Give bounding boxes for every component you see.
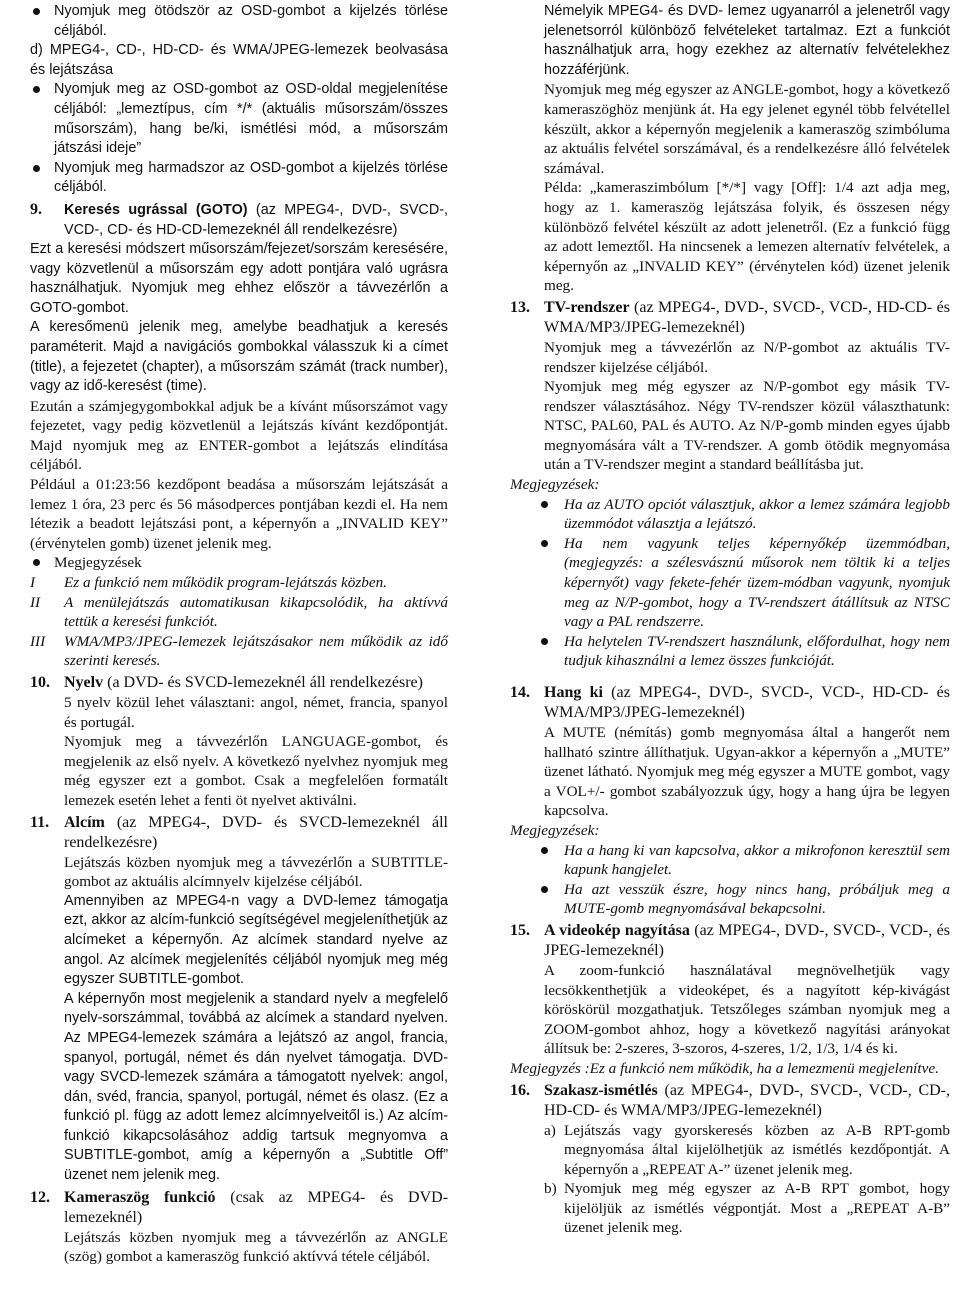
section-number: 14. xyxy=(510,684,530,701)
right-column xyxy=(510,2,950,1238)
paragraph: Nyomjuk meg még egyszer az N/P-gombot egy másik TV-rendszer választásához. Négy TV-rendszer közül választhatunk: NTSC, PAL60, PAL és AUTO. Az N/P-gomb minden egyes újabb megnyomására vált a TV-rendszer. A gomb ötödik megnyomása után a TV-rendszer megint a standard beállításba jut. xyxy=(544,378,950,474)
section-title: Nyelv xyxy=(64,674,104,691)
section-title: Szakasz-ismétlés xyxy=(544,1081,658,1099)
section-number: 16. xyxy=(510,1081,530,1099)
section-10-heading xyxy=(30,673,448,693)
paragraph: Nyomjuk meg a távvezérlőn az N/P-gombot az aktuális TV-rendszer kijelzése céljából. xyxy=(544,338,950,376)
section-15-heading xyxy=(510,921,950,961)
section-number: 11. xyxy=(30,813,50,831)
section-number: 9. xyxy=(30,200,42,218)
section-title: Keresés ugrással (GOTO) xyxy=(64,201,248,218)
note-item: Ha helytelen TV-rendszert használunk, előfordulhat, hogy nem tudjuk kihasználni a lemez összes funkcióját. xyxy=(510,632,950,671)
paragraph: A képernyőn most megjelenik a standard nyelv a megfelelő nyelv-sorszámmal, továbbá az alcímek a standard nyelven. Az MPEG4-lemezek számára a lejátszó az angol, francia, spanyol, portugál, német és dán nyelvet támogatja. DVD- vagy SVCD-lemezek számára a támogatott nyelvek: angol, dán, svéd, francia, spanyol, portugál, német és olasz. (Ez a funkció pl. függ az adott lemez alcímnyelveitől is.) Az alcím-funkció kikapcsolásához addig tartsuk megnyomva a SUBTITLE-gombot, amíg a képernyőn a „Subtitle Off” üzenet nem jelenik meg. xyxy=(64,990,448,1184)
section-14-heading xyxy=(510,683,950,723)
note: Megjegyzés :Ez a funkció nem működik, ha a lemezmenü megjelenítve. xyxy=(510,1059,939,1077)
note-numeral: I xyxy=(30,574,36,592)
section-12-heading xyxy=(30,1188,448,1228)
section-subtitle: (csak az MPEG4- és DVD-lemezeknél) xyxy=(64,1188,449,1226)
paragraph: Példa: „kameraszimbólum [*/*] vagy [Off]: 1/4 azt adja meg, hogy az 1. kameraszög lejátszása folyik, és összesen négy különböző felvétel készült az adott jelenetről. (Ez a funkció függ az adott lemeztől. Ha nincsenek a lemezen alternatív felvételek, a képernyőn az „INVALID KEY” (érvénytelen kód) üzenet jelenik meg. xyxy=(544,179,950,295)
section-13-heading xyxy=(510,298,950,338)
section-subtitle: (az MPEG4-, DVD-, SVCD-, VCD-, CD- és HD-CD-lemezeknél áll rendelkezésre) xyxy=(64,201,449,238)
list-marker: b) xyxy=(544,1180,557,1198)
list-item: Nyomjuk meg harmadszor az OSD-gombot a kijelzés törlése céljából. xyxy=(30,159,448,198)
paragraph: Nyomjuk meg még egyszer az ANGLE-gombot, hogy a következő kameraszöghöz menjünk át. Ha egy jelenet egynél több felvétellel készült, akkor a képernyőn megjelenik a kameraszög szimbóluma az aktuális felvétel sorszámával, és a rendelkezésre álló felvételek számával. xyxy=(544,81,950,177)
section-subtitle: (az MPEG4-, DVD- és SVCD-lemezeknél áll rendelkezésre) xyxy=(64,813,449,851)
paragraph: Ezt a keresési módszert műsorszám/fejezet/sorszám keresésére, vagy közvetlenül a műsorszám egy adott pontjára való ugrásra használhatjuk. Nyomjuk meg ehhez először a távvezérlőn a GOTO-gombot. xyxy=(30,240,448,316)
paragraph: Lejátszás közben nyomjuk meg a távvezérlőn a SUBTITLE-gombot az aktuális alcímnyelv kijelzése céljából. xyxy=(64,853,448,891)
notes-label: Megjegyzések: xyxy=(510,821,600,839)
section-number: 10. xyxy=(30,674,50,691)
paragraph: Lejátszás közben nyomjuk meg a távvezérlőn az ANGLE (szög) gombot a kameraszög funkció aktívvá tétele céljából. xyxy=(64,1228,448,1266)
list-text: Nyomjuk meg még egyszer az A-B RPT gombot, hogy kijelöljük az ismétlés végpontját. Most a „REPEAT A-B” üzenet jelenik meg. xyxy=(564,1180,950,1237)
section-number: 13. xyxy=(510,298,530,316)
note-item: Ha azt vesszük észre, hogy nincs hang, próbáljuk meg a MUTE-gomb megnyomásával bekapcsolni. xyxy=(510,880,950,919)
section-subtitle: (az MPEG4-, DVD-, SVCD-, VCD-, és JPEG-lemezeknél) xyxy=(544,921,950,959)
paragraph: A keresőmenü jelenik meg, amelybe beadhatjuk a keresés paraméterit. Majd a navigációs gombokkal válasszuk ki a címet (title), a fejezetet (chapter), a műsorszám számát (track number), vagy az idő-keresést (time). xyxy=(30,319,448,395)
list-item: Nyomjuk meg az OSD-gombot az OSD-oldal megjelenítése céljából: „lemeztípus, cím */* (aktuális műsorszám/összes műsorszám), hang be/ki, ismétlési mód, a műsorszám játszási ideje” xyxy=(30,80,448,158)
left-column xyxy=(30,2,448,1267)
section-subtitle: (az MPEG4-, DVD-, SVCD-, VCD-, CD-, HD-CD- és WMA/MP3/JPEG-lemezeknél) xyxy=(544,1081,951,1119)
list-item xyxy=(510,1179,950,1238)
note-text: A menülejátszás automatikusan kikapcsolódik, ha aktívvá tettük a keresési funkciót. xyxy=(64,593,448,631)
note-numeral: III xyxy=(30,632,46,650)
note-numeral: II xyxy=(30,593,41,611)
section-title: A videokép nagyítása xyxy=(544,921,690,939)
paragraph: Némelyik MPEG4- és DVD- lemez ugyanarról a jelenetről vagy jelenetsorról különböző felvételeket tartalmaz. Ezt a funkciót használhatjuk arra, hogy ezekhez az alternatív felvételekhez hozzáférjünk. xyxy=(544,3,950,78)
list-text: Lejátszás vagy gyorskeresés közben az A-B RPT-gomb megnyomása által kijelölhetjük az ismétlés kezdőpontját. A képernyőn a „REPEAT A-” üzenet jelenik meg. xyxy=(564,1121,950,1178)
paragraph: Nyomjuk meg a távvezérlőn LANGUAGE-gombot, és megjelenik az első nyelv. A következő nyelvhez nyomjuk meg még egyszer ezt a gombot. Csak a megfelelően formatált lemezek esetén lehet a fenti öt nyelvet aktiválni. xyxy=(64,733,448,809)
paragraph: Amennyiben az MPEG4-n vagy a DVD-lemez támogatja ezt, akkor az alcím-funkció segítségével megjeleníthetjük az alcímeket a képernyőn. Az alcímek standard nyelve az angol. Az alcímek megjelenítés céljából nyomjuk meg még egyszer SUBTITLE-gombot. xyxy=(64,892,448,988)
note-text: WMA/MP3/JPEG-lemezek lejátszásakor nem működik az idő szerinti keresés. xyxy=(64,632,448,670)
section-title: TV-rendszer xyxy=(544,298,630,316)
subsection-d-title: d) MPEG4-, CD-, HD-CD- és WMA/JPEG-lemezek beolvasása és lejátszása xyxy=(30,42,448,78)
note-item xyxy=(30,593,448,632)
notes-label: Megjegyzések: xyxy=(510,476,600,494)
paragraph: A MUTE (némítás) gomb megnyomása által a hangerőt nem hallható szintre állíthatjuk. Ugyan-akkor a képernyőn a „MUTE” üzenet látható. Nyomjuk meg még egyszer a MUTE gombot, vagy a VOL+/- gombot szabályozzuk úgy, hogy a hang újra be legyen kapcsolva. xyxy=(544,724,950,820)
paragraph: Például a 01:23:56 kezdőpont beadása a műsorszám lejátszását a lemez 1 óra, 23 perc és 56 másodperces pontjában kezdi el. Ha nem létezik a beadott lejátszási pont, a képernyőn a „INVALID KEY” (érvénytelen gomb) üzenet jelenik meg. xyxy=(30,476,448,552)
section-title: Alcím xyxy=(64,813,105,831)
section-11-heading xyxy=(30,813,448,853)
section-9-heading xyxy=(30,200,448,240)
note-item xyxy=(30,632,448,671)
section-title: Hang ki xyxy=(544,684,603,701)
note-item: Ha a hang ki van kapcsolva, akkor a mikrofonon keresztül sem kapunk hangjelet. xyxy=(510,841,950,880)
list-item: Nyomjuk meg ötödször az OSD-gombot a kijelzés törlése céljából. xyxy=(30,2,448,41)
notes-label: Megjegyzések xyxy=(30,553,448,573)
list-item xyxy=(510,1121,950,1180)
note-item: Ha nem vagyunk teljes képernyőkép üzemmódban, (megjegyzés: a szélesvásznú műsorok nem töltik ki a teljes képernyőt) vagy fekete-fehér üzem-módban vagyunk, nyomjuk meg az N/P-gombot, hogy a TV-rendszert átállítsuk az NTSC vagy a PAL rendszerre. xyxy=(510,534,950,632)
section-16-heading xyxy=(510,1081,950,1121)
paragraph: 5 nyelv közül lehet választani: angol, német, francia, spanyol és portugál. xyxy=(64,694,448,731)
paragraph: A zoom-funkció használatával megnövelhetjük vagy lecsökkenthetjük a videoképet, és a nagyított kép-kivágást köröskörül mozgathatjuk. Tetszőleges számban nyomjuk meg a ZOOM-gombot ahhoz, hogy a következő nagyítási arányokat állítsuk be: 2-szeres, 3-szoros, 4-szeres, 1/2, 1/3, 1/4 és ki. xyxy=(544,961,950,1058)
section-subtitle: (az MPEG4-, DVD-, SVCD-, VCD-, HD-CD- és WMA/MP3/JPEG-lemezeknél) xyxy=(544,684,951,721)
section-subtitle: (a DVD- és SVCD-lemezeknél áll rendelkezésre) xyxy=(107,674,423,691)
note-item xyxy=(30,573,448,593)
section-number: 15. xyxy=(510,921,530,939)
paragraph: Ezután a számjegygombokkal adjuk be a kívánt műsorszámot vagy fejezetet, vagy pedig közvetlenül a lejátszás kívánt kezdőpontját. Majd nyomjuk meg az ENTER-gombot a lejátszás elindítása céljából. xyxy=(30,397,448,474)
spacer xyxy=(510,671,950,681)
section-title: Kameraszög funkció xyxy=(64,1188,216,1206)
note-text: Ez a funkció nem működik program-lejátszás közben. xyxy=(64,574,387,592)
section-subtitle: (az MPEG4-, DVD-, SVCD-, VCD-, HD-CD- és WMA/MP3/JPEG-lemezeknél) xyxy=(544,298,951,336)
section-number: 12. xyxy=(30,1188,50,1206)
list-marker: a) xyxy=(544,1121,556,1139)
note-item: Ha az AUTO opciót választjuk, akkor a lemez számára legjobb üzemmódot választja a lejátszó. xyxy=(510,495,950,534)
